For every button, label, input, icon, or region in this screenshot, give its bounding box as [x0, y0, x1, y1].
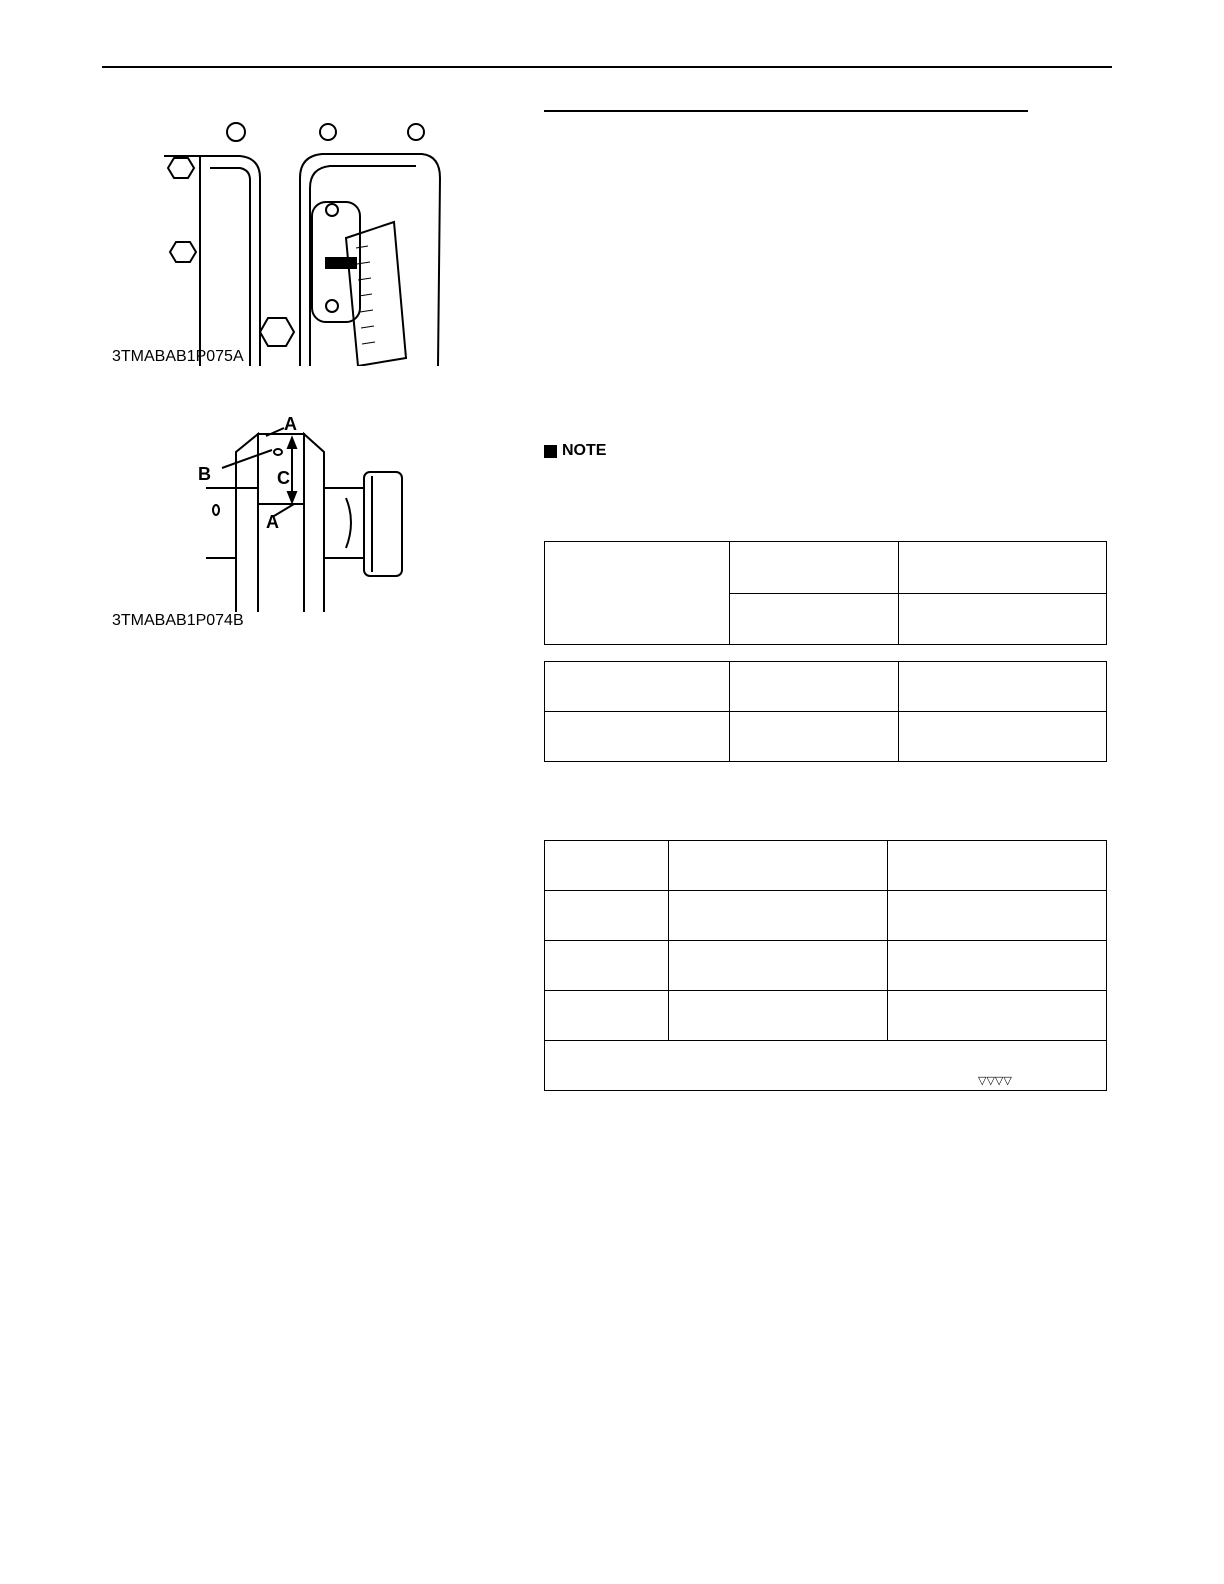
table-row: [545, 542, 1107, 594]
table-cell: [899, 593, 1107, 645]
table-cell: [730, 662, 899, 712]
table-row: [545, 662, 1107, 712]
table-cell: [545, 712, 730, 762]
callout-b: B: [198, 464, 211, 484]
table-cell: [888, 841, 1107, 891]
figure-top-label: 3TMABAB1P075A: [112, 348, 244, 365]
table-cell: [669, 841, 888, 891]
table-cell: [888, 991, 1107, 1041]
table-cell: [730, 712, 899, 762]
figure-bottom-label: 3TMABAB1P074B: [112, 612, 244, 629]
table-cell: [545, 891, 669, 941]
table-cell: [899, 712, 1107, 762]
table-cell: [545, 841, 669, 891]
hex-bolt-icon: [260, 318, 294, 346]
surface-finish-marks: ▽▽▽▽: [978, 1075, 1012, 1087]
bolt-head-icon: [227, 123, 245, 141]
table-cell: [669, 941, 888, 991]
figure-plastigage: [160, 118, 450, 366]
bolt-head-icon: [408, 124, 424, 140]
bolt-head-icon: [320, 124, 336, 140]
table-cell: [545, 662, 730, 712]
table-row: [545, 891, 1107, 941]
undersize-dimension-table: [544, 840, 1107, 1091]
spec-table-clearance: [544, 541, 1107, 645]
table-cell: [888, 941, 1107, 991]
table-row: [545, 1041, 1107, 1091]
callout-a-bottom: A: [266, 512, 279, 532]
spec-table-pin-od: [544, 661, 1107, 762]
table-cell: [669, 991, 888, 1041]
hex-bolt-icon: [170, 242, 196, 262]
table-row: [545, 841, 1107, 891]
table-footnote-cell: [545, 1041, 1107, 1091]
table-cell: [545, 941, 669, 991]
table-cell: [899, 542, 1107, 594]
table-cell: [888, 891, 1107, 941]
table-row: [545, 712, 1107, 762]
callout-a-top: A: [284, 414, 297, 434]
note-label: NOTE: [562, 442, 607, 459]
callout-c: C: [277, 468, 290, 488]
table-cell: [545, 542, 730, 645]
table-row: [545, 991, 1107, 1041]
note-square-icon: [544, 445, 557, 458]
figure-crankpin: [196, 412, 416, 622]
hex-bolt-icon: [168, 158, 194, 178]
table-cell: [899, 662, 1107, 712]
table-cell: [730, 542, 899, 594]
table-cell: [545, 991, 669, 1041]
table-cell: [730, 593, 899, 645]
section-title-rule: [544, 110, 1028, 112]
table-cell: [669, 891, 888, 941]
header-rule: [102, 66, 1112, 68]
note-heading: [544, 442, 606, 460]
table-row: [545, 941, 1107, 991]
